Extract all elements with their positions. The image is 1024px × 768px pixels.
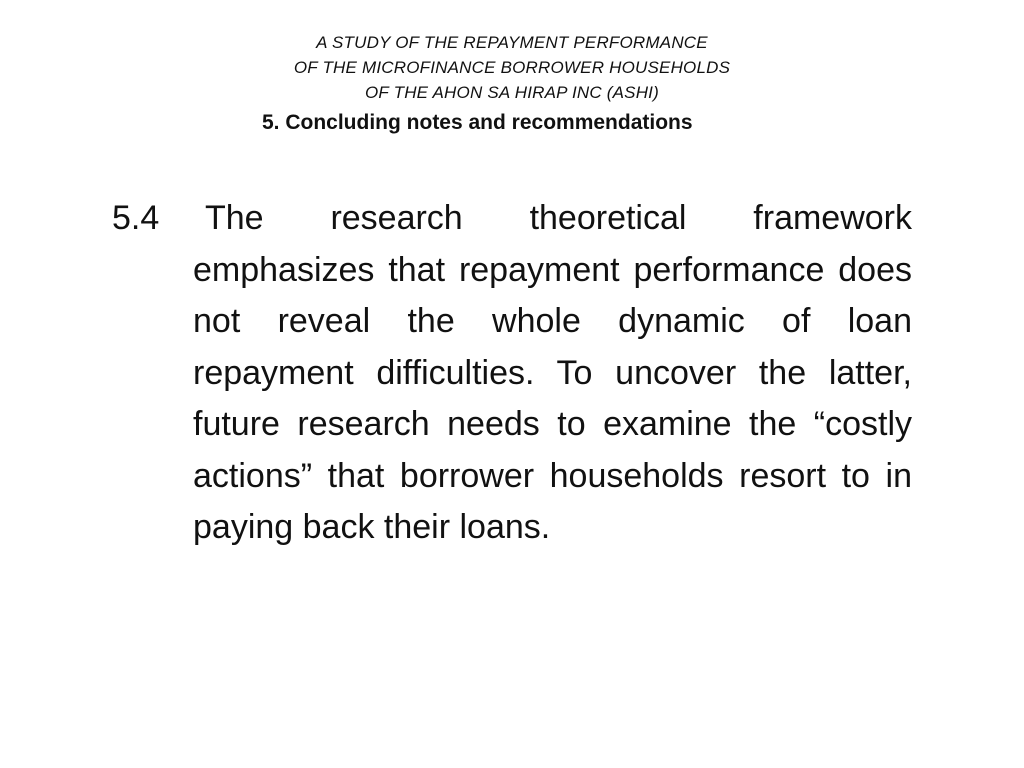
point-number: 5.4: [112, 199, 160, 237]
section-heading: 5. Concluding notes and recommendations: [262, 111, 693, 134]
body-paragraph: [112, 193, 912, 554]
study-title: [0, 30, 1024, 105]
study-title-line-1: A STUDY OF THE REPAYMENT PERFORMANCE: [316, 33, 708, 52]
point-text: The research theoretical framework emphasizes that repayment performance does not reveal the whole dynamic of loan repayment difficulties. To uncover the latter, future research needs to examine the “costly actions” that borrower households resort to in paying back their loans.: [193, 199, 912, 546]
study-title-block: [0, 30, 1024, 105]
study-title-line-3: OF THE AHON SA HIRAP INC (ASHI): [365, 83, 659, 102]
study-title-line-2: OF THE MICROFINANCE BORROWER HOUSEHOLDS: [293, 58, 731, 77]
